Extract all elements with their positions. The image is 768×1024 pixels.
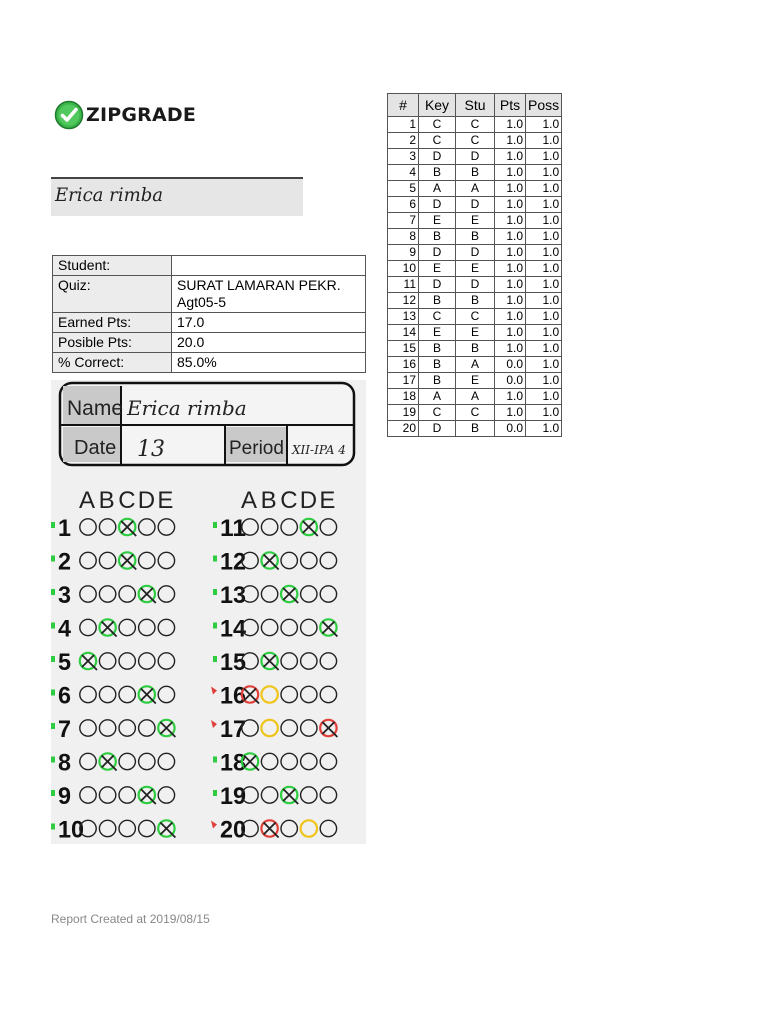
table-row: [388, 325, 562, 341]
key-answer: C: [419, 117, 456, 133]
question-number: 9: [388, 245, 419, 261]
question-number: 16: [388, 357, 419, 373]
quiz-info-table: [52, 255, 366, 373]
possible-row: [53, 333, 366, 353]
table-row: [388, 309, 562, 325]
question-number-label: 14: [220, 615, 247, 643]
question-number-label: 5: [58, 649, 71, 676]
points-earned: 0.0: [495, 421, 526, 437]
student-answer: C: [456, 309, 495, 325]
question-number-label: 20: [220, 816, 246, 844]
points-earned: 1.0: [495, 341, 526, 357]
question-number: 11: [388, 277, 419, 293]
student-answer: A: [456, 181, 495, 197]
header-key: Key: [419, 94, 456, 117]
student-answer: C: [456, 405, 495, 421]
student-answer: B: [456, 293, 495, 309]
student-value: [172, 256, 366, 276]
table-row: [388, 245, 562, 261]
correct-label: % Correct:: [53, 353, 172, 373]
quiz-value: [172, 276, 366, 313]
question-number-label: 13: [220, 582, 246, 609]
question-number: 18: [388, 389, 419, 405]
table-row: [388, 405, 562, 421]
table-row: [388, 181, 562, 197]
correct-marker: [51, 623, 55, 629]
table-row: [388, 389, 562, 405]
points-earned: 1.0: [495, 213, 526, 229]
student-label: Student:: [53, 256, 172, 276]
correct-marker: [213, 757, 217, 763]
key-answer: B: [419, 165, 456, 181]
points-possible: 1.0: [526, 133, 562, 149]
correct-marker: [51, 757, 55, 763]
correct-marker: [213, 656, 217, 662]
correct-marker: [213, 623, 217, 629]
student-answer: B: [456, 229, 495, 245]
key-answer: B: [419, 293, 456, 309]
table-row: [388, 357, 562, 373]
points-earned: 1.0: [495, 261, 526, 277]
points-possible: 1.0: [526, 309, 562, 325]
student-answer: D: [456, 149, 495, 165]
key-answer: D: [419, 245, 456, 261]
key-answer: D: [419, 277, 456, 293]
points-earned: 1.0: [495, 277, 526, 293]
points-earned: 1.0: [495, 181, 526, 197]
student-answer: E: [456, 261, 495, 277]
question-number: 2: [388, 133, 419, 149]
brand-name: ZIPGRADE: [86, 104, 197, 126]
table-row: [388, 293, 562, 309]
points-possible: 1.0: [526, 293, 562, 309]
earned-label: Earned Pts:: [53, 313, 172, 333]
points-possible: 1.0: [526, 245, 562, 261]
student-answer: C: [456, 117, 495, 133]
key-answer: E: [419, 261, 456, 277]
points-possible: 1.0: [526, 149, 562, 165]
column-letter: E: [319, 487, 336, 514]
key-answer: B: [419, 357, 456, 373]
correct-marker: [51, 690, 55, 696]
key-answer: C: [419, 309, 456, 325]
table-row: [388, 341, 562, 357]
points-possible: 1.0: [526, 357, 562, 373]
column-letter: E: [157, 487, 174, 514]
correct-marker: [51, 556, 55, 562]
correct-marker: [51, 723, 55, 729]
table-row: [388, 117, 562, 133]
question-number-label: 8: [58, 749, 71, 777]
key-answer: E: [419, 325, 456, 341]
question-number-label: 19: [220, 783, 246, 810]
key-answer: E: [419, 213, 456, 229]
question-number: 8: [388, 229, 419, 245]
sheet-date-value: 13: [137, 437, 165, 462]
question-number: 15: [388, 341, 419, 357]
sheet-date-label: Date: [74, 437, 117, 459]
student-answer: D: [456, 245, 495, 261]
key-answer: D: [419, 149, 456, 165]
table-row: [388, 277, 562, 293]
check-circle-icon: [54, 100, 84, 130]
column-letter: D: [137, 487, 156, 514]
points-earned: 0.0: [495, 373, 526, 389]
points-possible: 1.0: [526, 325, 562, 341]
question-number-label: 16: [220, 682, 246, 710]
sheet-name-label: Name: [67, 397, 124, 420]
student-name-image: [51, 177, 303, 216]
question-number: 19: [388, 405, 419, 421]
key-answer: D: [419, 421, 456, 437]
correct-marker: [51, 522, 55, 528]
quiz-row: [53, 276, 366, 313]
correct-marker: [51, 824, 55, 830]
correct-marker: [51, 589, 55, 595]
header-number: #: [388, 94, 419, 117]
question-number-label: 2: [58, 548, 71, 576]
key-answer: C: [419, 405, 456, 421]
correct-marker: [51, 656, 55, 662]
possible-value: 20.0: [172, 333, 366, 353]
question-number: 13: [388, 309, 419, 325]
points-possible: 1.0: [526, 117, 562, 133]
table-row: [388, 213, 562, 229]
points-earned: 1.0: [495, 325, 526, 341]
correct-marker: [51, 790, 55, 796]
question-number-label: 1: [58, 515, 71, 542]
correct-value: 85.0%: [172, 353, 366, 373]
question-number-label: 11: [220, 515, 246, 542]
student-answer: B: [456, 165, 495, 181]
question-number: 7: [388, 213, 419, 229]
points-earned: 1.0: [495, 197, 526, 213]
earned-value: 17.0: [172, 313, 366, 333]
points-possible: 1.0: [526, 277, 562, 293]
report-created-footer: Report Created at 2019/08/15: [51, 912, 210, 926]
quiz-value-line1: SURAT LAMARAN PEKR.: [177, 277, 341, 293]
correct-marker: [213, 522, 217, 528]
zipgrade-logo: [54, 100, 196, 130]
points-earned: 1.0: [495, 293, 526, 309]
question-number: 3: [388, 149, 419, 165]
question-number-label: 6: [58, 682, 71, 710]
key-answer: A: [419, 181, 456, 197]
question-number: 10: [388, 261, 419, 277]
header-student: Stu: [456, 94, 495, 117]
column-letter: C: [280, 487, 298, 514]
points-earned: 1.0: [495, 149, 526, 165]
column-letter: A: [241, 487, 258, 514]
quiz-label: Quiz:: [53, 276, 172, 313]
points-earned: 1.0: [495, 165, 526, 181]
points-possible: 1.0: [526, 181, 562, 197]
points-earned: 1.0: [495, 117, 526, 133]
question-number-label: 3: [58, 582, 71, 609]
points-possible: 1.0: [526, 213, 562, 229]
points-earned: 1.0: [495, 133, 526, 149]
earned-row: [53, 313, 366, 333]
key-answer: A: [419, 389, 456, 405]
points-possible: 1.0: [526, 389, 562, 405]
points-earned: 1.0: [495, 389, 526, 405]
column-letter: B: [260, 487, 277, 514]
correct-row: [53, 353, 366, 373]
question-number-label: 12: [220, 548, 246, 576]
table-row: [388, 197, 562, 213]
question-number-label: 18: [220, 749, 246, 777]
points-earned: 1.0: [495, 309, 526, 325]
question-number: 14: [388, 325, 419, 341]
points-possible: 1.0: [526, 261, 562, 277]
question-number: 12: [388, 293, 419, 309]
question-number-label: 7: [58, 716, 71, 743]
student-answer: D: [456, 277, 495, 293]
student-answer: C: [456, 133, 495, 149]
student-answer: D: [456, 197, 495, 213]
possible-label: Posible Pts:: [53, 333, 172, 353]
answer-table-header: [388, 94, 562, 117]
table-row: [388, 421, 562, 437]
sheet-period-value: XII-IPA 4: [292, 443, 346, 457]
key-answer: C: [419, 133, 456, 149]
points-possible: 1.0: [526, 165, 562, 181]
student-answer: E: [456, 325, 495, 341]
student-answer: B: [456, 421, 495, 437]
column-letter: C: [118, 487, 136, 514]
table-row: [388, 373, 562, 389]
student-answer: A: [456, 389, 495, 405]
key-answer: B: [419, 341, 456, 357]
question-number: 17: [388, 373, 419, 389]
answer-key-table: [387, 93, 562, 437]
question-number: 6: [388, 197, 419, 213]
column-letter: D: [299, 487, 318, 514]
student-row: [53, 256, 366, 276]
question-number-label: 4: [58, 615, 72, 643]
key-answer: B: [419, 373, 456, 389]
table-row: [388, 149, 562, 165]
sheet-period-label: Period: [229, 438, 284, 459]
table-row: [388, 133, 562, 149]
table-row: [388, 261, 562, 277]
points-possible: 1.0: [526, 373, 562, 389]
key-answer: D: [419, 197, 456, 213]
points-earned: 1.0: [495, 229, 526, 245]
student-answer: E: [456, 213, 495, 229]
question-number: 20: [388, 421, 419, 437]
question-number: 4: [388, 165, 419, 181]
header-points: Pts: [495, 94, 526, 117]
points-possible: 1.0: [526, 229, 562, 245]
question-number-label: 9: [58, 783, 71, 810]
answer-sheet-graphic: [51, 380, 366, 844]
question-number: 1: [388, 117, 419, 133]
column-letter: A: [79, 487, 96, 514]
correct-marker: [213, 589, 217, 595]
handwritten-name: Erica rimba: [55, 184, 164, 206]
points-earned: 1.0: [495, 245, 526, 261]
table-row: [388, 165, 562, 181]
student-answer: B: [456, 341, 495, 357]
question-number-label: 17: [220, 716, 246, 743]
correct-marker: [213, 556, 217, 562]
header-possible: Poss: [526, 94, 562, 117]
student-answer: E: [456, 373, 495, 389]
student-answer: A: [456, 357, 495, 373]
key-answer: B: [419, 229, 456, 245]
scanned-answer-sheet: [51, 380, 366, 844]
points-possible: 1.0: [526, 421, 562, 437]
sheet-name-value: Erica rimba: [127, 396, 247, 420]
points-earned: 0.0: [495, 357, 526, 373]
table-row: [388, 229, 562, 245]
points-possible: 1.0: [526, 405, 562, 421]
question-number: 5: [388, 181, 419, 197]
correct-marker: [213, 790, 217, 796]
question-number-label: 15: [220, 649, 246, 676]
question-number-label: 10: [58, 816, 84, 844]
points-possible: 1.0: [526, 341, 562, 357]
points-earned: 1.0: [495, 405, 526, 421]
points-possible: 1.0: [526, 197, 562, 213]
column-letter: B: [98, 487, 115, 514]
quiz-value-line2: Agt05-5: [177, 294, 227, 310]
